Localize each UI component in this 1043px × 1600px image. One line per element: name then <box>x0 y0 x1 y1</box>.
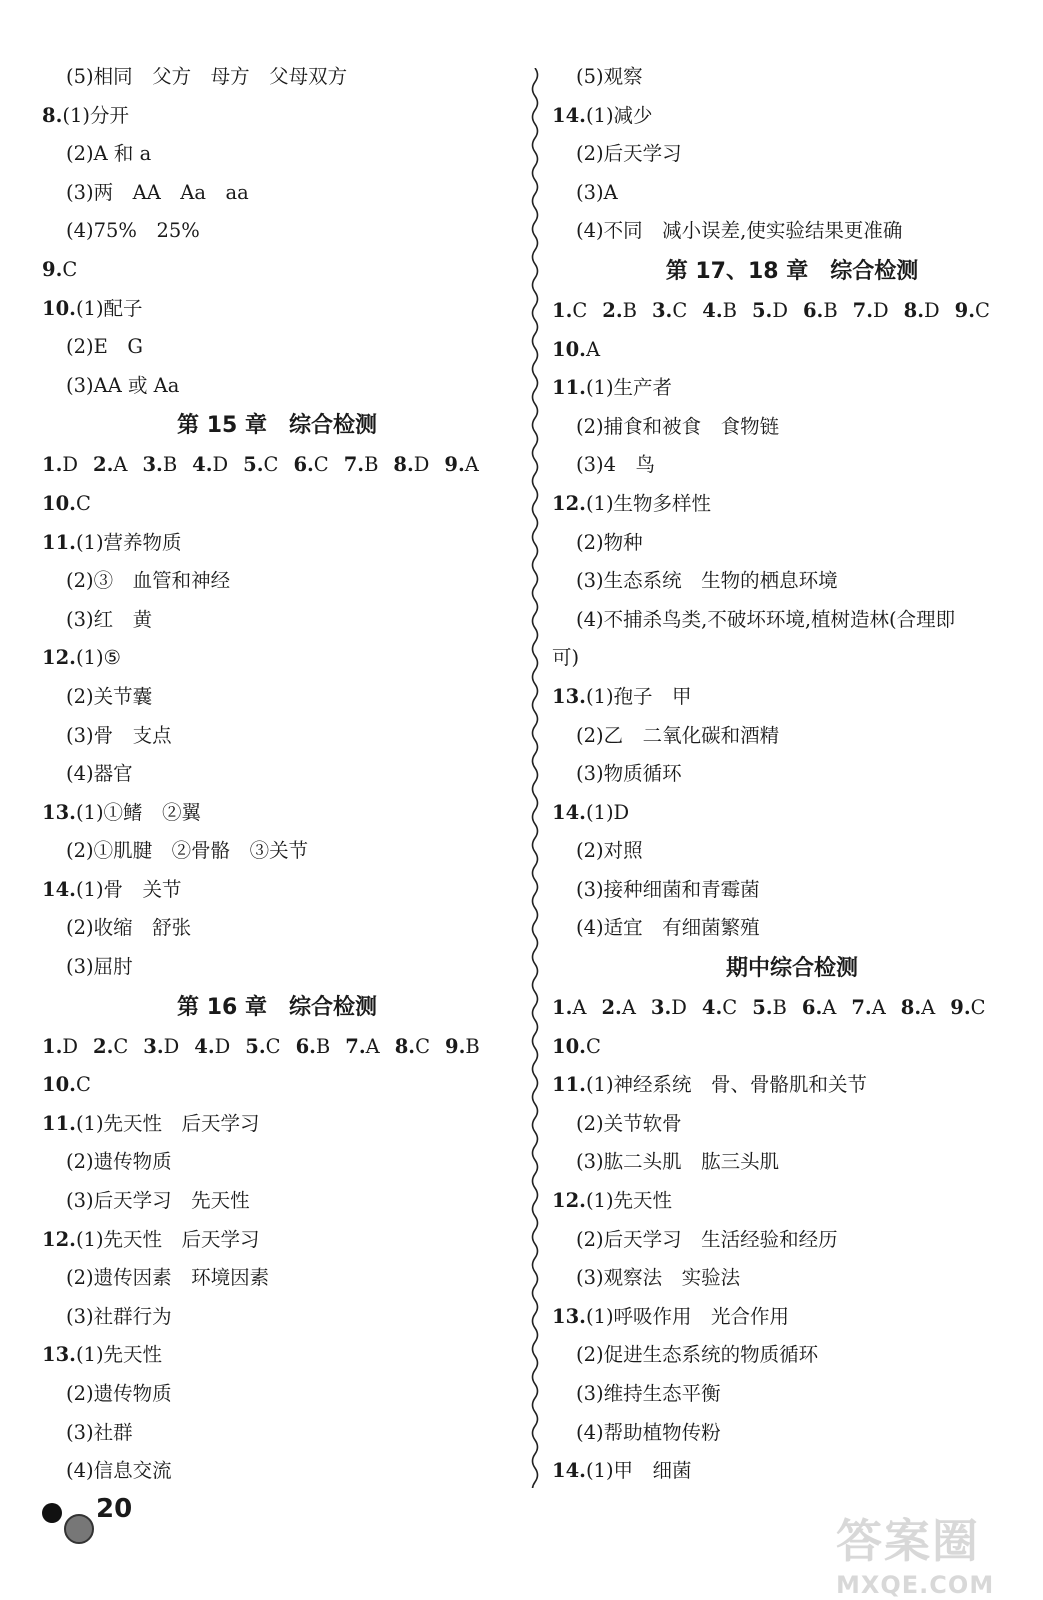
question-number: 8. <box>903 298 925 322</box>
question-number: 4. <box>192 453 213 477</box>
question-number: 7. <box>345 1034 366 1058</box>
answer-letter: A <box>365 1034 380 1058</box>
question-number: 9. <box>42 257 63 281</box>
sub-answer-line: (5)观察 <box>576 65 643 88</box>
question-number: 13. <box>42 800 76 824</box>
question-number: 2. <box>601 996 622 1020</box>
answer-line <box>42 524 512 563</box>
choice-answer <box>752 989 787 1028</box>
answer-line <box>42 97 512 136</box>
choice-answer <box>42 446 78 485</box>
question-number: 8. <box>900 996 922 1020</box>
question-number: 13. <box>552 1304 586 1328</box>
choice-answer <box>802 989 836 1028</box>
answer-line <box>552 331 1032 370</box>
answer-letter: A <box>921 996 936 1020</box>
answer-text: C <box>75 1073 91 1097</box>
choice-answer <box>296 1028 331 1067</box>
sub-answer-line: (3)红 黄 <box>66 607 153 631</box>
question-number: 8. <box>394 1034 416 1058</box>
section-heading: 第 17、18 章 综合检测 <box>665 258 919 284</box>
question-number: 3. <box>650 996 672 1020</box>
choice-answer <box>445 1028 480 1067</box>
choice-answer <box>142 446 177 485</box>
answer-text: (1)骨 关节 <box>75 877 182 901</box>
choice-answer <box>42 1028 78 1067</box>
question-number: 10. <box>552 1034 586 1058</box>
answer-text: A <box>585 337 601 361</box>
question-number: 1. <box>552 996 573 1020</box>
question-number: 11. <box>42 1111 76 1135</box>
choice-answer <box>245 1028 280 1067</box>
answer-text: (1)先天性 <box>585 1189 673 1213</box>
question-number: 8. <box>393 453 414 477</box>
sub-answer-line: (3)4 鸟 <box>576 453 656 477</box>
question-number: 4. <box>701 996 723 1020</box>
answer-text: (1)先天性 <box>75 1343 163 1367</box>
question-number: 6. <box>293 453 314 477</box>
answer-line <box>552 1182 1032 1221</box>
choice-answer <box>752 292 788 331</box>
answer-letter: A <box>113 453 128 477</box>
choice-answer <box>702 989 737 1028</box>
answer-letter: B <box>772 996 787 1020</box>
sub-answer-line: (2)A 和 a <box>66 142 152 166</box>
page-bullet-icon <box>42 1503 62 1523</box>
answer-text: (1)分开 <box>62 103 129 127</box>
choice-answer <box>192 446 228 485</box>
sub-answer-line: (3)社群 <box>66 1420 133 1444</box>
sub-answer-line: (2)促进生态系统的物质循环 <box>576 1343 819 1367</box>
choice-answer <box>93 1028 128 1067</box>
answer-letter: C <box>313 453 329 477</box>
answer-line <box>552 97 1032 136</box>
answer-letter: B <box>722 298 737 322</box>
question-number: 9. <box>444 453 465 477</box>
answer-text: (1)D <box>585 800 630 824</box>
answer-line <box>42 794 512 833</box>
answer-letter: D <box>214 1034 231 1058</box>
sub-answer-line: (4)不捕杀鸟类,不破坏环境,植树造林(合理即 <box>576 607 956 631</box>
question-number: 1. <box>42 1034 63 1058</box>
sub-answer-line: (3)AA 或 Aa <box>66 373 180 397</box>
answer-text: (1)先天性 后天学习 <box>75 1227 260 1251</box>
question-number: 9. <box>954 298 976 322</box>
choice-answer <box>552 989 586 1028</box>
answer-letter: D <box>62 453 78 477</box>
answer-letter: C <box>975 298 990 322</box>
answer-letter: C <box>415 1034 430 1058</box>
question-number: 2. <box>602 298 623 322</box>
sub-answer-line: (2)捕食和被食 食物链 <box>576 414 780 438</box>
answer-letter: D <box>924 298 940 322</box>
page-number: 20 <box>96 1494 133 1524</box>
sub-answer-line: (2)对照 <box>576 839 643 863</box>
answer-text: C <box>62 257 78 281</box>
choice-answer <box>901 989 935 1028</box>
answer-letter: C <box>722 996 738 1020</box>
answer-letter: A <box>822 996 837 1020</box>
sub-answer-line: (2)①肌腱 ②骨骼 ③关节 <box>66 839 309 863</box>
answer-letter: A <box>621 996 636 1020</box>
left-column <box>42 58 512 1491</box>
answer-text: (1)先天性 后天学习 <box>75 1111 260 1135</box>
sub-answer-line: (4)帮助植物传粉 <box>576 1420 721 1444</box>
sub-answer-line: (3)社群行为 <box>66 1304 172 1328</box>
choice-answer <box>93 446 127 485</box>
answer-line <box>552 485 1032 524</box>
question-number: 10. <box>42 1073 76 1097</box>
choice-answer <box>293 446 328 485</box>
question-number: 3. <box>651 298 673 322</box>
answer-letter: C <box>265 1034 281 1058</box>
question-number: 6. <box>295 1034 316 1058</box>
sub-answer-line: (3)物质循环 <box>576 762 682 786</box>
question-number: 6. <box>802 298 824 322</box>
question-number: 12. <box>552 491 586 515</box>
question-number: 14. <box>552 1459 586 1483</box>
answer-letter: D <box>772 298 788 322</box>
answer-letter: C <box>672 298 688 322</box>
question-number: 13. <box>552 684 586 708</box>
answer-text: (1)神经系统 骨、骨骼肌和关节 <box>585 1073 868 1097</box>
question-number: 8. <box>42 103 63 127</box>
answer-line <box>42 871 512 910</box>
answer-text: (1)呼吸作用 光合作用 <box>585 1304 790 1328</box>
sub-answer-line: (2)关节软骨 <box>576 1111 682 1135</box>
sub-answer-line: (5)相同 父方 母方 父母双方 <box>66 65 348 88</box>
sub-answer-line: (2)③ 血管和神经 <box>66 569 231 593</box>
answer-letter: D <box>163 1034 180 1058</box>
question-number: 5. <box>751 298 773 322</box>
answer-letter: B <box>465 1034 480 1058</box>
sub-answer-line: (2)收缩 舒张 <box>66 916 192 940</box>
answer-letter: B <box>622 298 637 322</box>
answer-letter: C <box>572 298 588 322</box>
question-number: 7. <box>343 453 365 477</box>
sub-answer-line: (3)后天学习 先天性 <box>66 1189 250 1213</box>
sub-answer-line: (2)E G <box>66 335 143 359</box>
choice-answer <box>444 446 478 485</box>
question-number: 3. <box>142 453 163 477</box>
answer-line <box>552 1452 1032 1491</box>
sub-answer-line: (3)肱二头肌 肱三头肌 <box>576 1150 780 1174</box>
answer-text: (1)生产者 <box>585 376 673 400</box>
section-heading: 第 16 章 综合检测 <box>177 994 377 1020</box>
sub-answer-line: (4)信息交流 <box>66 1459 172 1483</box>
question-number: 1. <box>42 453 63 477</box>
multiple-choice-answers <box>42 446 512 485</box>
choice-answer <box>950 989 985 1028</box>
question-number: 5. <box>752 996 773 1020</box>
answer-letter: D <box>873 298 889 322</box>
answer-text: (1)甲 细菌 <box>585 1459 692 1483</box>
question-number: 12. <box>552 1189 586 1213</box>
sub-answer-line: (2)关节囊 <box>66 684 153 708</box>
question-number: 11. <box>42 530 76 554</box>
sub-answer-line: (2)后天学习 <box>576 142 682 166</box>
section-heading: 第 15 章 综合检测 <box>177 413 377 439</box>
choice-answer <box>344 446 379 485</box>
sub-answer-line: (2)遗传物质 <box>66 1382 172 1405</box>
choice-answer <box>601 989 635 1028</box>
answer-letter: D <box>212 453 229 477</box>
multiple-choice-answers <box>42 1028 512 1067</box>
answer-line <box>552 1028 1032 1067</box>
wavy-column-divider <box>523 68 547 1488</box>
multiple-choice-answers <box>552 989 1032 1028</box>
question-number: 14. <box>552 103 586 127</box>
answer-letter: D <box>413 453 430 477</box>
answer-letter: B <box>823 298 838 322</box>
answer-line <box>552 1066 1032 1105</box>
answer-line <box>42 251 512 290</box>
answer-text: (1)生物多样性 <box>585 491 712 515</box>
question-number: 10. <box>552 337 586 361</box>
answer-text: (1)孢子 甲 <box>585 684 692 708</box>
answer-letter: C <box>970 996 986 1020</box>
sub-answer-line: (2)遗传因素 环境因素 <box>66 1266 270 1290</box>
answer-line <box>42 639 512 678</box>
answer-text: C <box>585 1034 601 1058</box>
answer-letter: C <box>263 453 279 477</box>
sub-answer-line: (2)物种 <box>576 530 643 554</box>
question-number: 9. <box>950 996 971 1020</box>
sub-answer-line: (3)接种细菌和青霉菌 <box>576 877 760 901</box>
sub-answer-line: (4)75% 25% <box>66 219 200 243</box>
answer-text: (1)配子 <box>75 296 143 320</box>
sub-answer-line: (3)维持生态平衡 <box>576 1382 721 1405</box>
choice-answer <box>243 446 278 485</box>
sub-answer-line: (3)生态系统 生物的栖息环境 <box>576 569 838 593</box>
choice-answer <box>602 292 637 331</box>
answer-text: (1)⑤ <box>75 646 122 670</box>
answer-text: (1)减少 <box>585 103 653 127</box>
answer-line <box>42 290 512 329</box>
choice-answer <box>702 292 737 331</box>
question-number: 14. <box>42 877 76 901</box>
choice-answer <box>904 292 940 331</box>
sub-answer-line: (4)适宜 有细菌繁殖 <box>576 916 760 940</box>
choice-answer <box>395 1028 430 1067</box>
question-number: 3. <box>143 1034 164 1058</box>
answer-line <box>42 1336 512 1375</box>
sub-answer-line: (2)乙 二氧化碳和酒精 <box>576 723 780 747</box>
choice-answer <box>552 292 587 331</box>
sub-answer-line: (3)两 AA Aa aa <box>66 180 249 204</box>
choice-answer <box>143 1028 179 1067</box>
answer-line <box>42 1066 512 1105</box>
answer-letter: B <box>315 1034 331 1058</box>
question-number: 7. <box>851 996 872 1020</box>
question-number: 11. <box>552 1073 586 1097</box>
question-number: 6. <box>801 996 823 1020</box>
answer-line <box>42 1221 512 1260</box>
answer-text: (1)①鳍 ②翼 <box>75 800 202 824</box>
answer-letter: A <box>572 996 587 1020</box>
sub-answer-line: (2)遗传物质 <box>66 1150 172 1174</box>
watermark-url: MXQE.COM <box>836 1571 995 1599</box>
question-number: 4. <box>702 298 723 322</box>
sub-answer-line: (3)A <box>576 180 618 204</box>
choice-answer <box>651 989 687 1028</box>
sub-answer-line: (4)器官 <box>66 762 133 786</box>
question-number: 11. <box>552 376 586 400</box>
question-number: 12. <box>42 646 76 670</box>
question-number: 13. <box>42 1343 76 1367</box>
choice-answer <box>955 292 990 331</box>
sub-answer-line: (3)骨 支点 <box>66 723 172 747</box>
question-number: 2. <box>93 1034 114 1058</box>
answer-line <box>42 1105 512 1144</box>
choice-answer <box>345 1028 379 1067</box>
choice-answer <box>393 446 429 485</box>
question-number: 10. <box>42 491 76 515</box>
answer-line <box>552 678 1032 717</box>
question-number: 10. <box>42 296 76 320</box>
sub-answer-line: (4)不同 减小误差,使实验结果更准确 <box>576 219 903 243</box>
answer-line <box>42 485 512 524</box>
sub-answer-line: (2)后天学习 生活经验和经历 <box>576 1227 838 1251</box>
choice-answer <box>194 1028 230 1067</box>
answer-line <box>552 794 1032 833</box>
watermark-logo-text: 答案圈 <box>836 1514 980 1568</box>
sub-answer-line: (3)屈肘 <box>66 955 133 979</box>
answer-line <box>552 1298 1032 1337</box>
answer-letter: A <box>464 453 479 477</box>
answer-letter: B <box>162 453 178 477</box>
answer-line <box>552 369 1032 408</box>
multiple-choice-answers <box>552 292 1032 331</box>
answer-text: C <box>75 491 91 515</box>
question-number: 5. <box>243 453 264 477</box>
choice-answer <box>851 989 885 1028</box>
page-badge-icon <box>64 1514 94 1544</box>
question-number: 5. <box>245 1034 266 1058</box>
question-number: 14. <box>552 800 586 824</box>
answer-letter: B <box>364 453 379 477</box>
choice-answer <box>853 292 889 331</box>
answer-letter: C <box>113 1034 129 1058</box>
watermark <box>836 1505 1026 1597</box>
sub-answer-line: (3)观察法 实验法 <box>576 1266 741 1290</box>
answer-letter: D <box>62 1034 78 1058</box>
question-number: 12. <box>42 1227 76 1251</box>
answer-text: (1)营养物质 <box>75 530 182 554</box>
question-number: 9. <box>445 1034 466 1058</box>
answer-letter: A <box>871 996 886 1020</box>
choice-answer <box>652 292 687 331</box>
answer-letter: D <box>671 996 687 1020</box>
question-number: 4. <box>194 1034 215 1058</box>
choice-answer <box>803 292 838 331</box>
answer-continuation: 可) <box>552 646 580 670</box>
right-column <box>552 58 1032 1491</box>
question-number: 7. <box>852 298 874 322</box>
question-number: 1. <box>552 298 573 322</box>
question-number: 2. <box>93 453 114 477</box>
section-heading: 期中综合检测 <box>725 956 858 982</box>
